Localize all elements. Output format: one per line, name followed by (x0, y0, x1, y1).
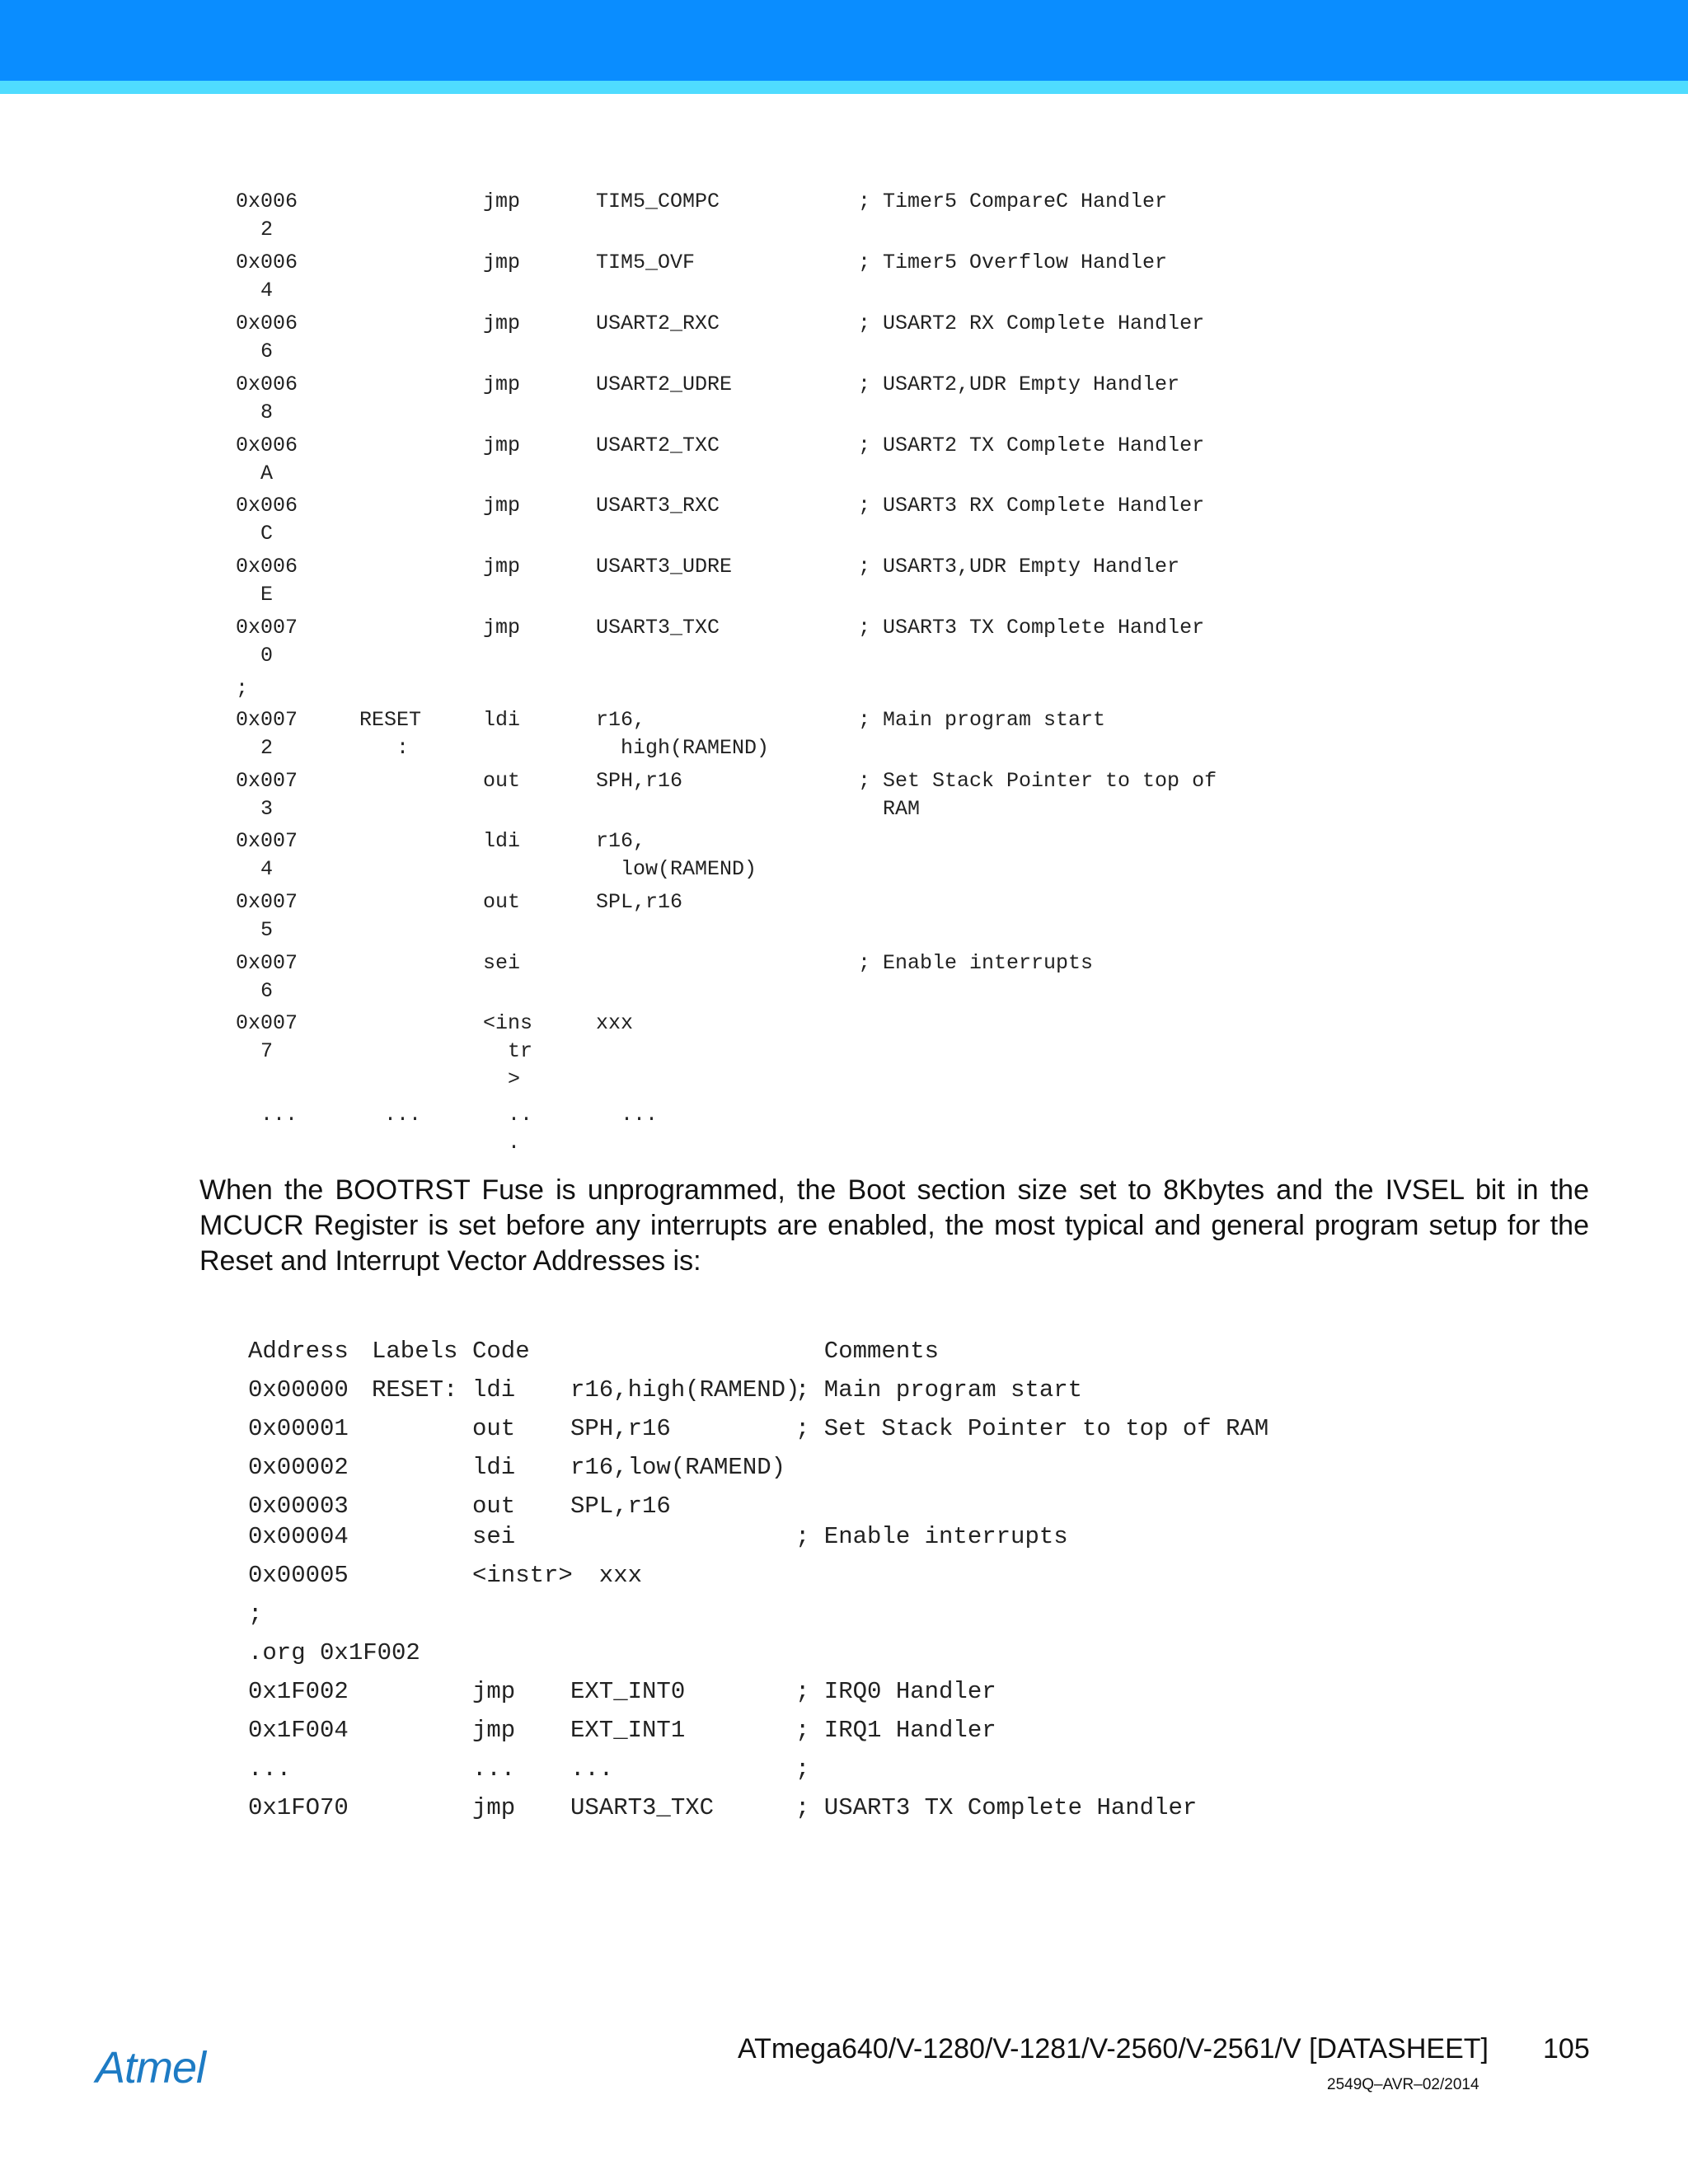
cell-addr: Address (248, 1338, 349, 1365)
cell-cmt: ; Enable interrupts (795, 1523, 1068, 1550)
body-paragraph: When the BOOTRST Fuse is unprogrammed, the Boot section size set to 8Kbytes and the IVSEL bit in the MCUCR Register is set before any interrupts are enabled, the most typical and general program setup for the Reset and Interrupt Vector Addresses is: (199, 1174, 1589, 1277)
cell-op: jmp (483, 494, 521, 518)
header-stripe (0, 81, 1688, 94)
cell-arg: SPL,r16 (596, 890, 683, 914)
cell-addr: 0x007 3 (236, 769, 298, 821)
document-id: 2549Q–AVR–02/2014 (1327, 2076, 1479, 2093)
cell-addr: 0x006 8 (236, 373, 298, 424)
cell-cmt: Comments (795, 1338, 940, 1365)
cell-addr: 0x00004 (248, 1523, 349, 1550)
cell-addr: 0x006 2 (236, 190, 298, 241)
cell-cmt: ; USART2,UDR Empty Handler (858, 373, 1180, 396)
cell-arg: r16, high(RAMEND) (596, 708, 770, 760)
cell-addr: 0x006 C (236, 494, 298, 546)
cell-cmt: ; Set Stack Pointer to top of RAM (858, 769, 1217, 821)
cell-lbl: RESET : (359, 708, 422, 760)
cell-cmt: ; USART3 TX Complete Handler (795, 1794, 1198, 1821)
cell-arg: USART2_RXC (596, 312, 720, 335)
cell-addr: 0x006 A (236, 434, 298, 485)
cell-op: sei (472, 1523, 516, 1550)
page-number: 105 (1543, 2033, 1590, 2064)
cell-arg: USART3_TXC (596, 616, 720, 640)
cell-addr: 0x1F002 (248, 1678, 349, 1705)
cell-op: <instr> (472, 1562, 573, 1589)
cell-addr: ... (236, 1103, 298, 1127)
cell-arg: SPL,r16 (570, 1493, 671, 1520)
cell-op: ldi (472, 1376, 516, 1404)
cell-op: out (483, 890, 521, 914)
cell-cmt: ; Timer5 CompareC Handler (858, 190, 1168, 213)
cell-addr: 0x00005 (248, 1562, 349, 1589)
cell-lbl: Labels (372, 1338, 458, 1365)
cell-arg: r16,high(RAMEND) (570, 1376, 800, 1404)
cell-addr: 0x007 2 (236, 708, 298, 760)
cell-addr: ; (236, 677, 249, 701)
cell-op: jmp (483, 434, 521, 457)
cell-arg: USART2_TXC (596, 434, 720, 457)
cell-cmt: ; IRQ1 Handler (795, 1717, 996, 1744)
cell-arg: SPH,r16 (570, 1415, 671, 1442)
cell-addr: 0x00000 (248, 1376, 349, 1404)
footer-title: ATmega640/V-1280/V-1281/V-2560/V-2561/V [DATASHEET] (738, 2033, 1489, 2064)
cell-arg: xxx (570, 1562, 643, 1589)
cell-cmt: ; USART3 RX Complete Handler (858, 494, 1205, 518)
cell-arg: SPH,r16 (596, 769, 683, 793)
cell-addr: ; (248, 1601, 263, 1628)
cell-op: jmp (472, 1717, 516, 1744)
cell-lbl: ... (359, 1103, 422, 1127)
cell-cmt: ; USART2 TX Complete Handler (858, 434, 1205, 457)
cell-op: jmp (483, 616, 521, 640)
cell-op: ... (472, 1755, 516, 1783)
atmel-logo: Atmel (96, 2043, 206, 2093)
cell-cmt: ; Enable interrupts (858, 951, 1094, 975)
cell-cmt: ; Main program start (795, 1376, 1083, 1404)
cell-addr: 0x00003 (248, 1493, 349, 1520)
cell-op: jmp (483, 373, 521, 396)
cell-addr: 0x00001 (248, 1415, 349, 1442)
cell-op: ldi (472, 1454, 516, 1481)
cell-addr: 0x007 4 (236, 829, 298, 881)
cell-op: jmp (472, 1678, 516, 1705)
cell-op: ldi (483, 708, 521, 732)
cell-arg: xxx (596, 1011, 634, 1035)
cell-op: out (472, 1493, 516, 1520)
cell-op: ldi (483, 829, 521, 853)
cell-addr: 0x007 6 (236, 951, 298, 1003)
cell-cmt: ; Set Stack Pointer to top of RAM (795, 1415, 1269, 1442)
cell-addr: 0x007 0 (236, 616, 298, 668)
cell-cmt: ; USART3 TX Complete Handler (858, 616, 1205, 640)
cell-arg: r16,low(RAMEND) (570, 1454, 786, 1481)
header-bar (0, 0, 1688, 81)
cell-addr: 0x007 5 (236, 890, 298, 942)
cell-arg: TIM5_COMPC (596, 190, 720, 213)
cell-addr: 0x1F004 (248, 1717, 349, 1744)
cell-addr: 0x006 4 (236, 251, 298, 302)
cell-addr: 0x006 E (236, 555, 298, 607)
cell-addr: 0x007 7 (236, 1011, 298, 1063)
cell-cmt: ; USART2 RX Complete Handler (858, 312, 1205, 335)
cell-op: jmp (483, 251, 521, 274)
cell-arg: USART3_UDRE (596, 555, 733, 579)
cell-arg: USART3_TXC (570, 1794, 715, 1821)
cell-arg: USART3_RXC (596, 494, 720, 518)
cell-addr: 0x00002 (248, 1454, 349, 1481)
cell-op: jmp (483, 312, 521, 335)
cell-cmt: ; USART3,UDR Empty Handler (858, 555, 1180, 579)
cell-lbl: RESET: (372, 1376, 458, 1404)
cell-arg: r16, low(RAMEND) (596, 829, 757, 881)
cell-op: jmp (483, 555, 521, 579)
cell-op: sei (483, 951, 521, 975)
cell-cmt: ; Timer5 Overflow Handler (858, 251, 1168, 274)
cell-arg: USART2_UDRE (596, 373, 733, 396)
cell-arg: ... (596, 1103, 659, 1127)
cell-op: Code (472, 1338, 530, 1365)
cell-arg: EXT_INT0 (570, 1678, 686, 1705)
cell-arg: TIM5_OVF (596, 251, 696, 274)
cell-op: jmp (483, 190, 521, 213)
cell-op: out (472, 1415, 516, 1442)
cell-addr: .org 0x1F002 (248, 1639, 420, 1666)
cell-addr: 0x1FO70 (248, 1794, 349, 1821)
cell-addr: ... (248, 1755, 292, 1783)
cell-arg: ... (570, 1755, 614, 1783)
cell-op: <ins tr > (483, 1011, 533, 1091)
cell-op: jmp (472, 1794, 516, 1821)
cell-cmt: ; IRQ0 Handler (795, 1678, 996, 1705)
cell-cmt: ; Main program start (858, 708, 1106, 732)
cell-op: .. . (508, 1103, 533, 1155)
cell-cmt: ; (795, 1755, 810, 1783)
cell-op: out (483, 769, 521, 793)
cell-addr: 0x006 6 (236, 312, 298, 363)
cell-arg: EXT_INT1 (570, 1717, 686, 1744)
